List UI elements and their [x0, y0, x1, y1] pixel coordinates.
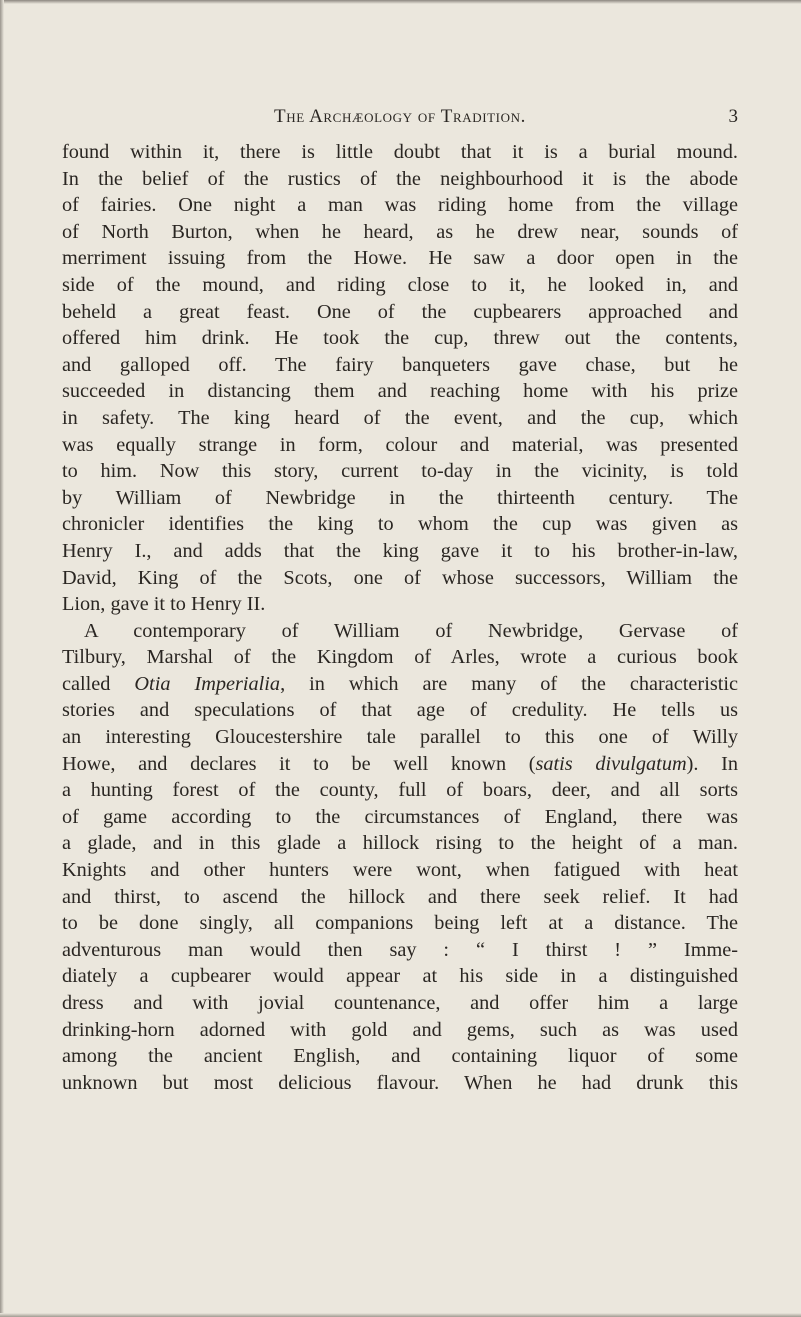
text-run: to him. Now this story, current to-day in the vicinity, is told [62, 460, 738, 483]
text-line [62, 884, 738, 911]
text-line [62, 937, 738, 964]
text-run: by William of Newbridge in the thirteenth century. The [62, 486, 738, 509]
text-run: and thirst, to ascend the hillock and there seek relief. It had [62, 885, 738, 908]
text-run: A contemporary of William of Newbridge, Gervase of [84, 619, 738, 642]
text-run: Tilbury, Marshal of the Kingdom of Arles, wrote a curious book [62, 646, 738, 669]
text-run: a hunting forest of the county, full of boars, deer, and all sorts [62, 779, 738, 802]
text-line [62, 299, 738, 326]
text-run: adventurous man would then say : “ I thirst ! ” Imme- [62, 938, 738, 961]
text-line [62, 830, 738, 857]
text-run: In the belief of the rustics of the neighbourhood it is the abode [62, 167, 738, 190]
text-run: called [62, 672, 135, 695]
text-line [62, 751, 738, 778]
running-head-title: The Archæology of Tradition. [274, 106, 526, 127]
text-line [62, 565, 738, 592]
text-line [62, 405, 738, 432]
paragraph [62, 618, 738, 1097]
text-line [62, 777, 738, 804]
text-line [62, 591, 738, 618]
text-line [62, 804, 738, 831]
italic-title: Otia Imperialia [134, 672, 281, 695]
text-run: merriment issuing from the Howe. He saw a door open in the [62, 247, 738, 270]
text-line [62, 1070, 738, 1097]
running-head [62, 103, 738, 131]
text-line [62, 671, 738, 698]
text-run: of game according to the circumstances of England, there was [62, 805, 738, 828]
text-line [62, 644, 738, 671]
text-line [62, 485, 738, 512]
text-run: and galloped off. The fairy banqueters gave chase, but he [62, 353, 738, 376]
text-line [62, 511, 738, 538]
text-run: in safety. The king heard of the event, and the cup, which [62, 406, 738, 429]
text-run: David, King of the Scots, one of whose successors, William the [62, 566, 738, 589]
italic-title: satis divulgatum [535, 752, 687, 775]
text-run: an interesting Gloucestershire tale parallel to this one of Willy [62, 726, 738, 749]
text-run: Lion, gave it to Henry II. [62, 593, 266, 616]
text-line [62, 618, 738, 645]
text-line [62, 963, 738, 990]
paragraph [62, 139, 738, 618]
text-line [62, 432, 738, 459]
text-line [62, 166, 738, 193]
body-text [62, 139, 738, 1096]
text-run: a glade, and in this glade a hillock rising to the height of a man. [62, 832, 738, 855]
text-run: stories and speculations of that age of credulity. He tells us [62, 699, 738, 722]
text-run: of fairies. One night a man was riding home from the village [62, 194, 738, 217]
text-line [62, 1043, 738, 1070]
text-run: Howe, and declares it to be well known ( [62, 752, 536, 775]
text-run: of North Burton, when he heard, as he drew near, sounds of [62, 220, 738, 243]
text-line [62, 857, 738, 884]
text-run: among the ancient English, and containing liquor of some [62, 1045, 738, 1068]
text-run: chronicler identifies the king to whom the cup was given as [62, 513, 738, 536]
text-line [62, 219, 738, 246]
text-run: diately a cupbearer would appear at his side in a distinguished [62, 965, 738, 988]
text-line [62, 352, 738, 379]
text-run: to be done singly, all companions being left at a distance. The [62, 912, 738, 935]
page-number: 3 [728, 106, 738, 127]
text-line [62, 272, 738, 299]
text-run: Knights and other hunters were wont, when fatigued with heat [62, 859, 738, 882]
text-run: succeeded in distancing them and reaching home with his prize [62, 380, 738, 403]
text-run: drinking-horn adorned with gold and gems, such as was used [62, 1018, 738, 1041]
text-line [62, 139, 738, 166]
text-line [62, 990, 738, 1017]
text-line [62, 192, 738, 219]
text-run: , in which are many of the characteristic [280, 672, 738, 695]
text-run: ). In [686, 752, 738, 775]
text-line [62, 724, 738, 751]
text-line [62, 1017, 738, 1044]
text-run: offered him drink. He took the cup, threw out the contents, [62, 327, 738, 350]
text-line [62, 538, 738, 565]
text-run: dress and with jovial countenance, and offer him a large [62, 992, 738, 1014]
text-run: unknown but most delicious flavour. When he had drunk this [62, 1071, 738, 1094]
text-line [62, 458, 738, 485]
text-run: side of the mound, and riding close to it, he looked in, and [62, 273, 738, 296]
text-line [62, 697, 738, 724]
text-run: Henry I., and adds that the king gave it to his brother-in-law, [62, 539, 738, 562]
text-line [62, 378, 738, 405]
text-line [62, 245, 738, 272]
text-run: found within it, there is little doubt that it is a burial mound. [62, 141, 738, 163]
text-line [62, 910, 738, 937]
text-line [62, 325, 738, 352]
text-run: beheld a great feast. One of the cupbearers approached and [62, 300, 738, 323]
text-run: was equally strange in form, colour and material, was presented [62, 433, 738, 456]
